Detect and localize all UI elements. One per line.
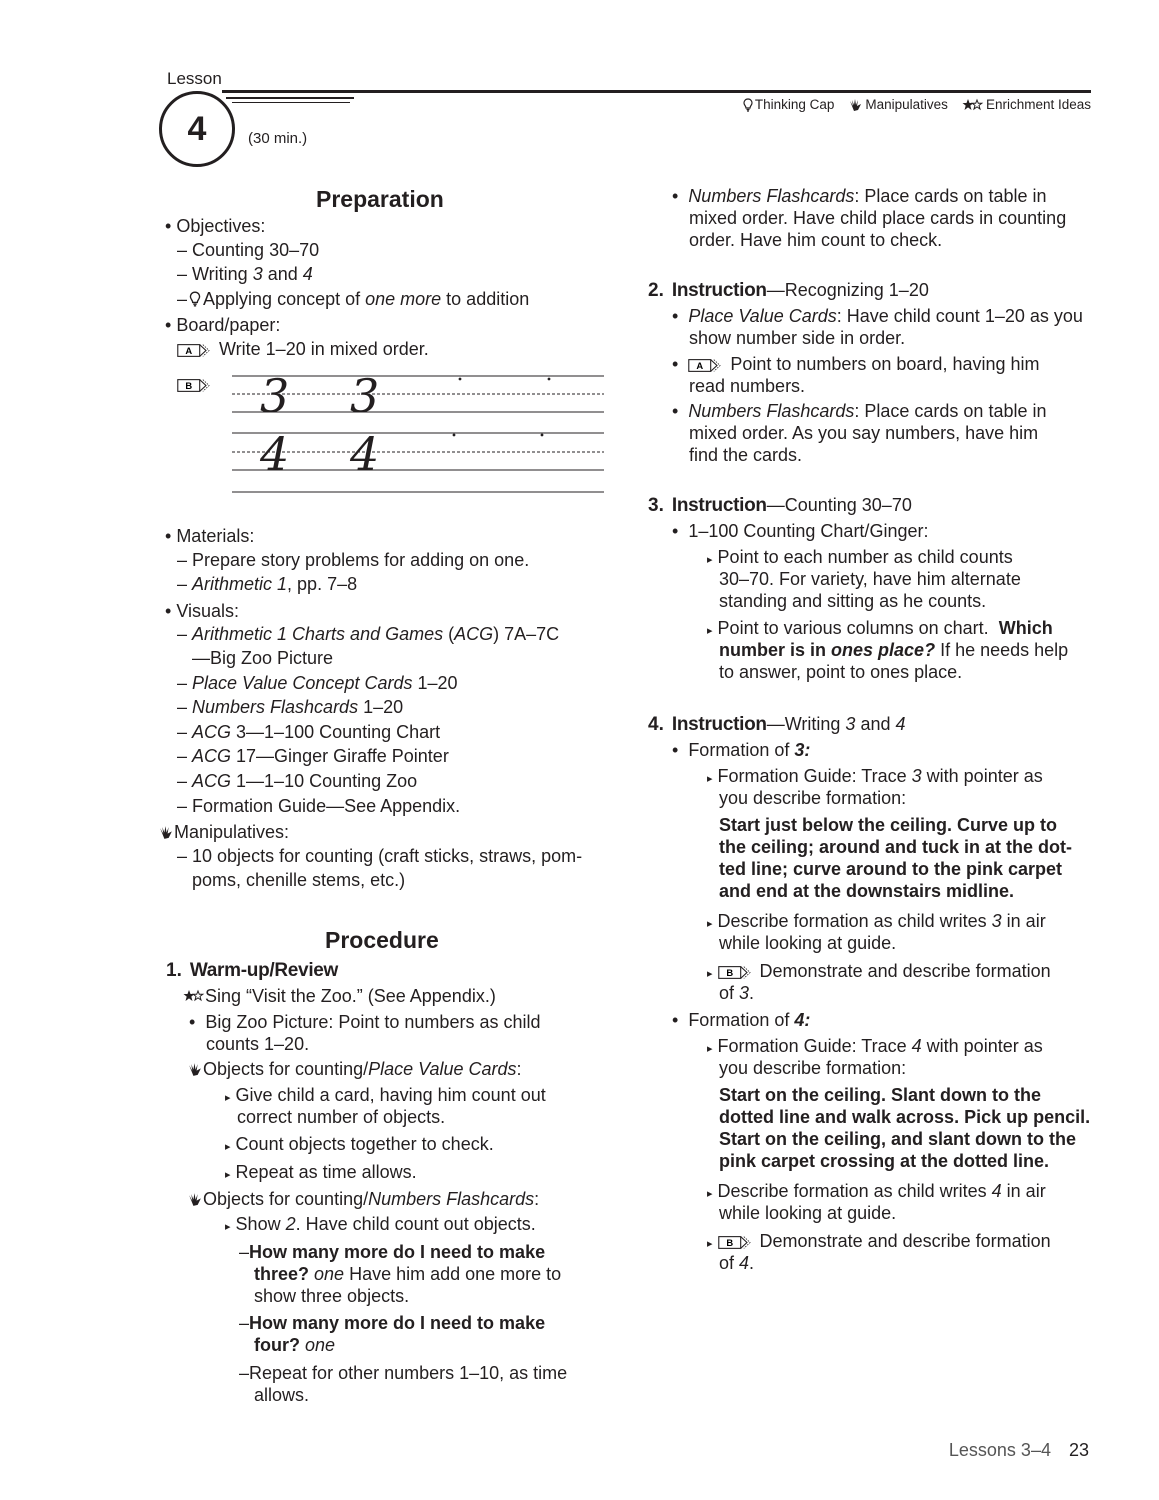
tag-a-icon [177, 342, 213, 359]
legend [743, 97, 1091, 112]
formation-4-script: Start on the ceiling. Slant down to the [719, 1085, 1042, 1105]
point-columns-item: ▸ Point to various columns on chart. Which [707, 618, 1053, 638]
formation-4-describe: ▸ Describe formation as child writes 4 in air [707, 1181, 1046, 1201]
step-2-heading: 2. Instruction—Recognizing 1–20 [648, 280, 929, 301]
board-label: • Board/paper: [165, 315, 281, 335]
manipulatives-label: Manipulatives: [158, 822, 289, 843]
counting-chart-item: • 1–100 Counting Chart/Ginger: [672, 521, 929, 541]
question-four-cont: four? one [254, 1335, 336, 1355]
visual-item: – Formation Guide—See Appendix. [177, 796, 461, 816]
point-columns-item-cont: to answer, point to ones place. [719, 662, 963, 682]
point-board-item: • A Point to numbers on board, having him [672, 354, 1040, 374]
manipulative-item: – 10 objects for counting (craft sticks, straws, pom- [177, 846, 583, 866]
procedure-heading: Procedure [325, 927, 439, 953]
manipulative-item-cont: poms, chenille stems, etc.) [192, 870, 406, 890]
handwriting-digit: 4 [350, 427, 380, 481]
point-board-item-cont: read numbers. [689, 376, 806, 396]
lesson-number: 4 [187, 109, 207, 148]
step-1-heading: 1. Warm-up/Review [166, 960, 339, 981]
bigzoo-item: • Big Zoo Picture: Point to numbers as child [189, 1012, 541, 1032]
point-each-item-cont: standing and sitting as he counts. [719, 591, 987, 611]
point-each-item: ▸ Point to each number as child counts [707, 547, 1013, 567]
visuals-label: • Visuals: [165, 601, 240, 621]
formation-3-describe-cont: while looking at guide. [719, 933, 897, 953]
page-footer [949, 1440, 1089, 1461]
repeat-numbers-item-cont: allows. [254, 1385, 310, 1405]
handwriting-digit: 4 [260, 427, 290, 481]
handwriting-practice-lines [232, 372, 604, 496]
formation-3-describe: ▸ Describe formation as child writes 3 in air [707, 911, 1046, 931]
formation-4-guide-cont: you describe formation: [719, 1058, 907, 1078]
header-swoosh [226, 97, 354, 99]
hand-icon [187, 1062, 203, 1077]
show-two-item: ▸ Show 2. Have child count out objects. [225, 1214, 536, 1234]
flashcards-find-item-cont: find the cards. [689, 445, 803, 465]
repeat-numbers-item: –Repeat for other numbers 1–10, as time [239, 1363, 568, 1383]
legend-enrichment [962, 97, 1091, 112]
tag-a-icon [688, 357, 724, 374]
formation-4-script: Start on the ceiling, and slant down to the [719, 1129, 1077, 1149]
svg-text:A: A [185, 344, 193, 356]
formation-3-label: • Formation of 3: [672, 740, 811, 760]
board-a-item: A Write 1–20 in mixed order. [177, 339, 429, 360]
formation-4-label: • Formation of 4: [672, 1010, 811, 1030]
flashcards-item-cont: order. Have him count to check. [689, 230, 943, 250]
flashcards-find-item: • Numbers Flashcards: Place cards on table in [672, 401, 1047, 421]
flashcards-find-item-cont: mixed order. As you say numbers, have him [689, 423, 1039, 443]
visual-item: – ACG 17—Ginger Giraffe Pointer [177, 746, 449, 766]
objects-pv-item: Objects for counting/Place Value Cards: [187, 1059, 522, 1080]
formation-3-guide-cont: you describe formation: [719, 788, 907, 808]
formation-4-demo-cont: of 4. [719, 1253, 755, 1273]
legend-label: Enrichment Ideas [985, 97, 1091, 112]
visual-item: – Numbers Flashcards 1–20 [177, 697, 404, 717]
legend-manipulatives [848, 97, 948, 112]
material-item: – Arithmetic 1, pp. 7–8 [177, 574, 358, 594]
objectives-label: • Objectives: [165, 216, 266, 236]
hand-icon [848, 98, 863, 112]
visual-item: – Arithmetic 1 Charts and Games (ACG) 7A–7C [177, 624, 560, 644]
formation-3-script: ted line; curve around to the pink carpet [719, 859, 1063, 879]
legend-label: Thinking Cap [754, 97, 835, 112]
visual-item: – Place Value Concept Cards 1–20 [177, 673, 458, 693]
board-b-item [177, 374, 219, 395]
lightbulb-icon [743, 98, 753, 112]
step-4-heading: 4. Instruction—Writing 3 and 4 [648, 714, 906, 735]
lesson-label: Lesson [167, 69, 222, 88]
hand-icon [158, 825, 174, 840]
materials-label: • Materials: [165, 526, 255, 546]
header-swoosh-thin [232, 102, 350, 103]
svg-text:B: B [725, 966, 733, 978]
footer-lessons: Lessons 3–4 [948, 1440, 1051, 1460]
formation-3-demo: ▸ B Demonstrate and describe formation [707, 961, 1051, 981]
bigzoo-item-cont: counts 1–20. [206, 1034, 310, 1054]
formation-4-script: dotted line and walk across. Pick up pencil. [719, 1107, 1091, 1127]
question-three-cont: three? one Have him add one more to [254, 1264, 562, 1284]
visual-item: – ACG 3—1–100 Counting Chart [177, 722, 441, 742]
count-together-item: ▸ Count objects together to check. [225, 1134, 494, 1154]
lesson-duration: (30 min.) [248, 130, 308, 147]
formation-4-script: pink carpet crossing at the dotted line. [719, 1151, 1050, 1171]
material-item: – Prepare story problems for adding on one. [177, 550, 530, 570]
formation-3-script: the ceiling; around and tuck in at the dot- [719, 837, 1073, 857]
point-columns-item-cont: number is in ones place? If he needs help [719, 640, 1069, 660]
lesson-number-badge [159, 91, 235, 167]
visual-item: – ACG 1—1–10 Counting Zoo [177, 771, 418, 791]
pv-cards-item-cont: show number side in order. [689, 328, 906, 348]
objective-item: – Applying concept of one more to addition [177, 289, 530, 309]
question-three: –How many more do I need to make [239, 1242, 546, 1262]
legend-label: Manipulatives [865, 97, 948, 112]
tag-b-icon [177, 377, 213, 394]
formation-3-script: and end at the downstairs midline. [719, 881, 1015, 901]
repeat-item: ▸ Repeat as time allows. [225, 1162, 417, 1182]
objective-item: – Counting 30–70 [177, 240, 320, 260]
question-four: –How many more do I need to make [239, 1313, 546, 1333]
svg-text:B: B [725, 1236, 733, 1248]
sing-item: Sing “Visit the Zoo.” (See Appendix.) [183, 986, 496, 1007]
formation-4-guide: ▸ Formation Guide: Trace 4 with pointer as [707, 1036, 1043, 1056]
handwriting-digit: 3 [260, 372, 290, 423]
objective-item: – Writing 3 and 4 [177, 264, 313, 284]
legend-thinking-cap [743, 97, 835, 112]
flashcards-item-cont: mixed order. Have child place cards in counting [689, 208, 1067, 228]
formation-4-describe-cont: while looking at guide. [719, 1203, 897, 1223]
handwriting-digit: 3 [350, 372, 380, 423]
give-card-item-cont: correct number of objects. [237, 1107, 446, 1127]
tag-b-icon [718, 964, 754, 981]
formation-3-script: Start just below the ceiling. Curve up to [719, 815, 1058, 835]
pv-cards-item: • Place Value Cards: Have child count 1–20 as you [672, 306, 1083, 326]
visual-item-cont: —Big Zoo Picture [192, 648, 334, 668]
hand-icon [187, 1192, 203, 1207]
svg-text:B: B [185, 379, 193, 391]
stars-icon [183, 989, 205, 1003]
preparation-heading: Preparation [316, 186, 444, 212]
question-three-cont2: show three objects. [254, 1286, 410, 1306]
point-each-item-cont: 30–70. For variety, have him alternate [719, 569, 1021, 589]
page-number: 23 [1068, 1440, 1089, 1460]
formation-3-demo-cont: of 3. [719, 983, 755, 1003]
step-3-heading: 3. Instruction—Counting 30–70 [648, 495, 912, 516]
give-card-item: ▸ Give child a card, having him count out [225, 1085, 546, 1105]
formation-3-guide: ▸ Formation Guide: Trace 3 with pointer as [707, 766, 1043, 786]
objects-flash-item: Objects for counting/Numbers Flashcards: [187, 1189, 539, 1210]
header-rule [222, 90, 1091, 93]
tag-b-icon [718, 1234, 754, 1251]
svg-text:A: A [696, 359, 704, 371]
flashcards-item: • Numbers Flashcards: Place cards on table in [672, 186, 1047, 206]
formation-4-demo: ▸ B Demonstrate and describe formation [707, 1231, 1051, 1251]
lightbulb-icon [189, 291, 201, 307]
stars-icon [962, 98, 984, 112]
